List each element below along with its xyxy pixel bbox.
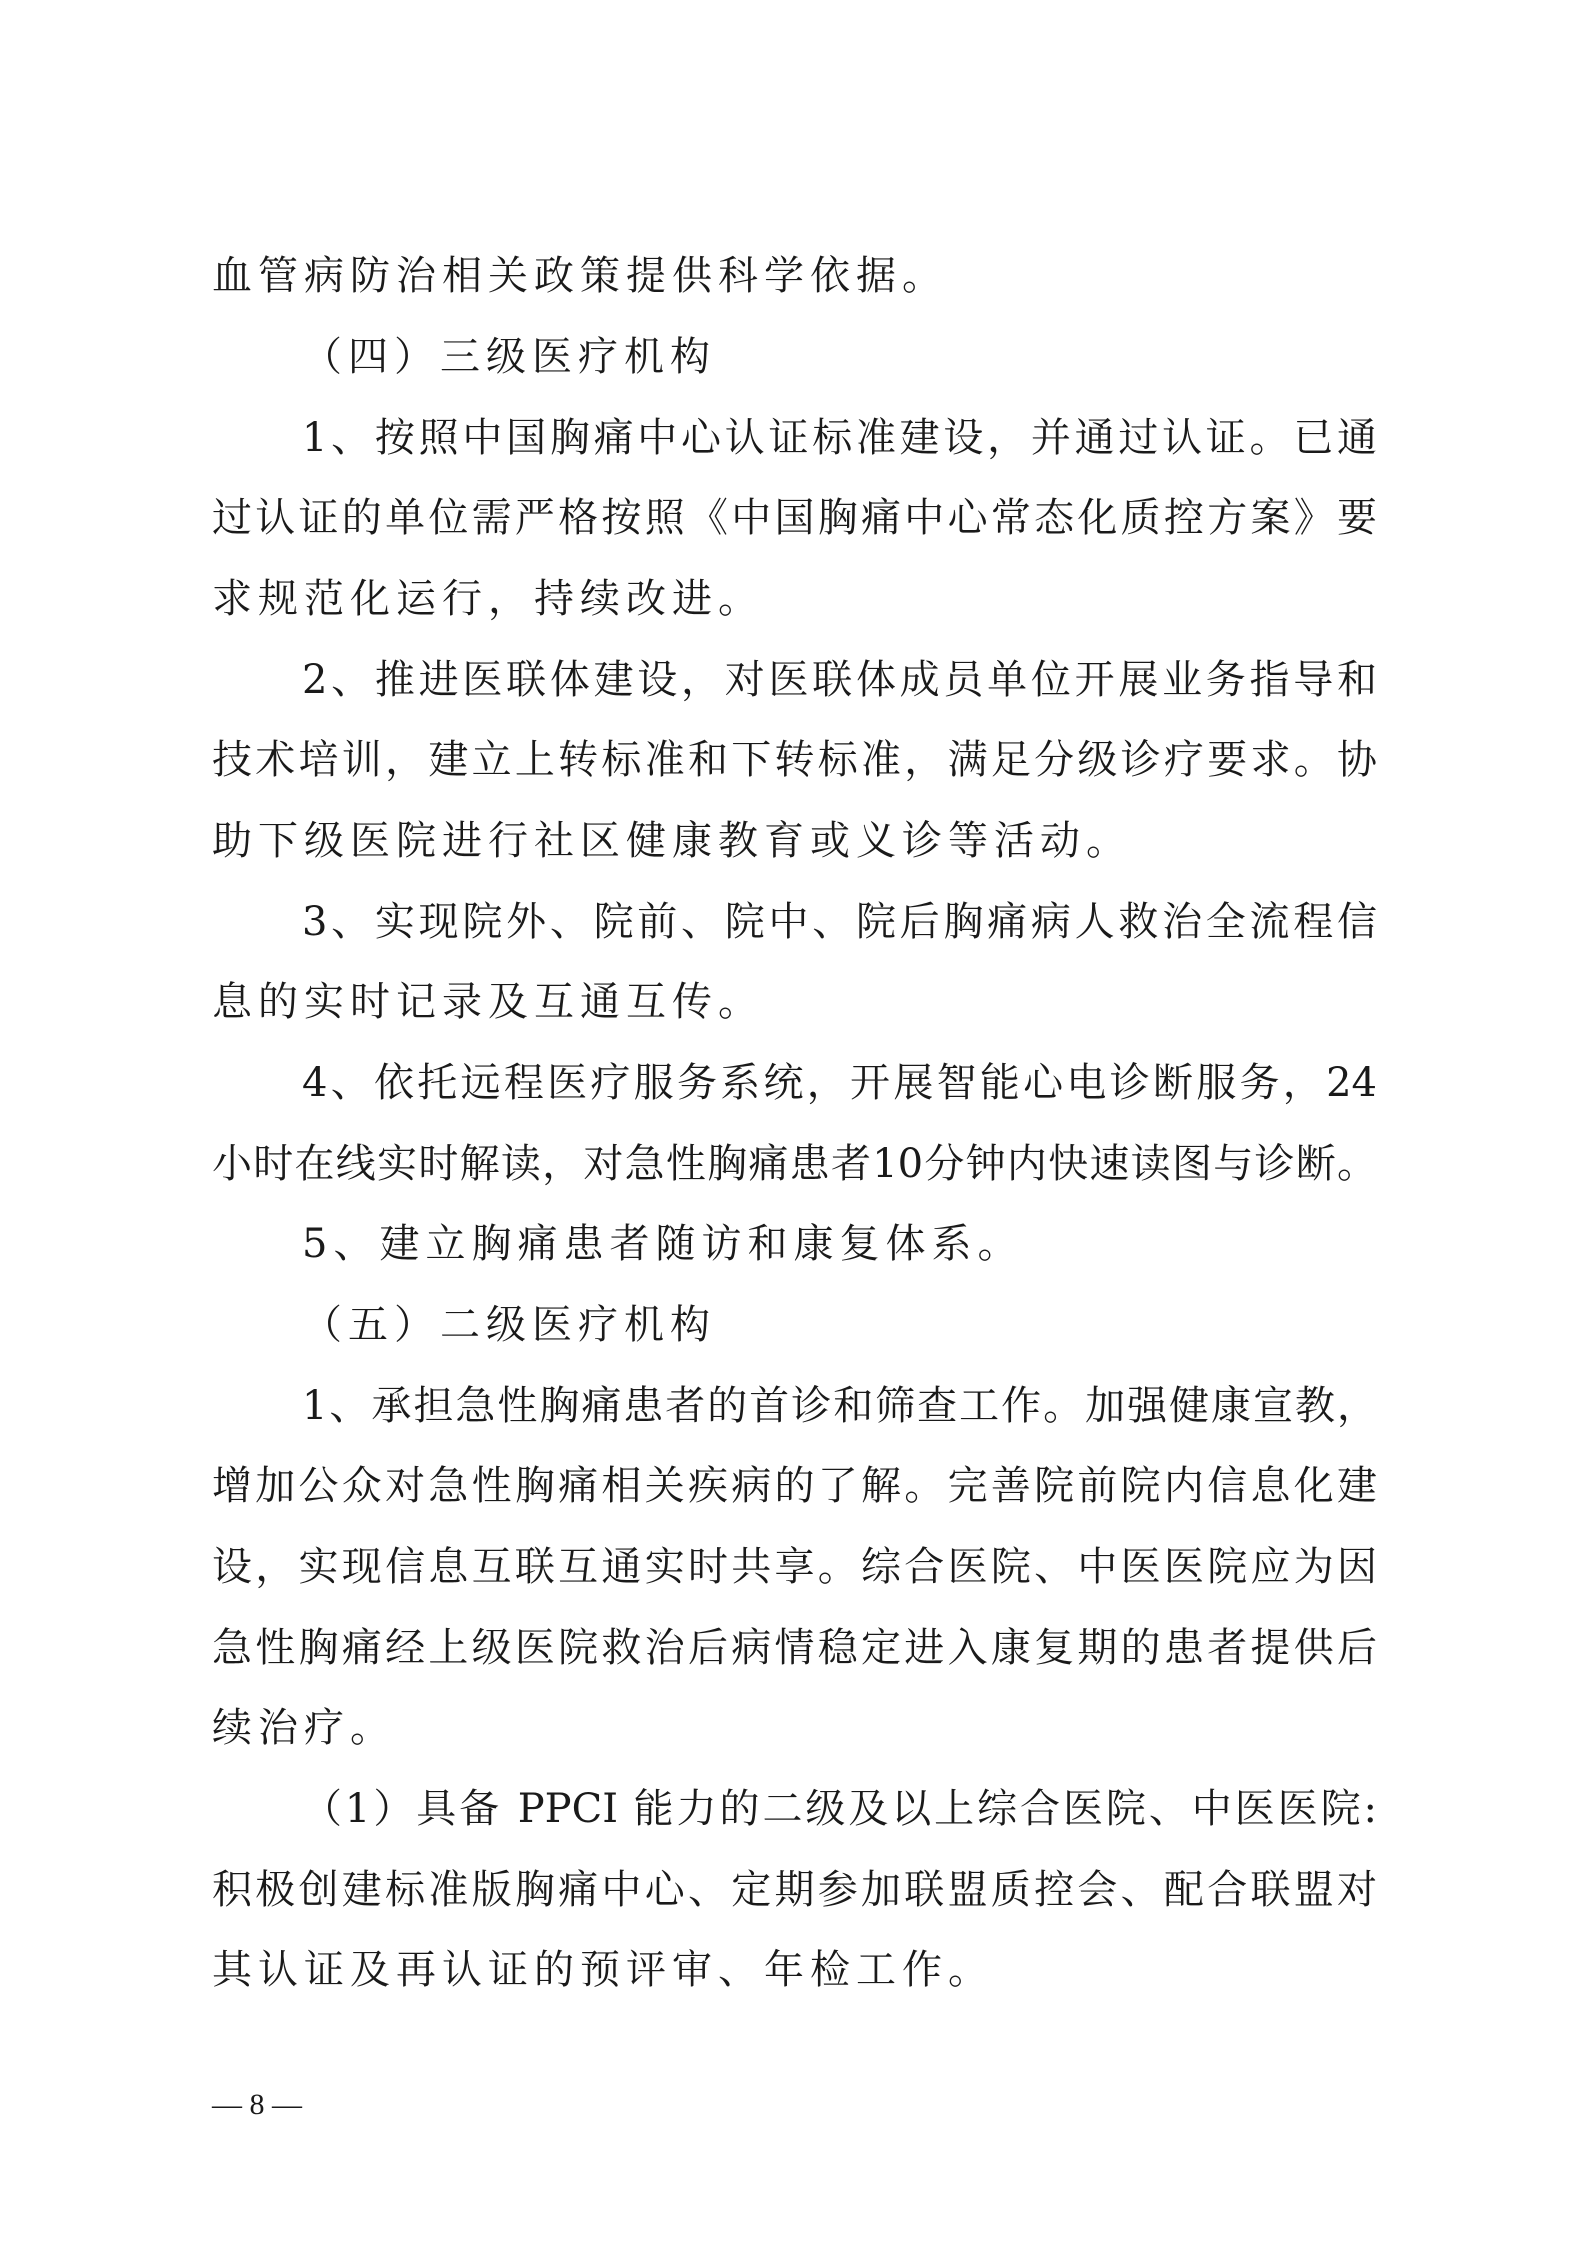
paragraph-line: 急性胸痛经上级医院救治后病情稳定进入康复期的患者提供后 bbox=[212, 1625, 1377, 1671]
section-heading: （五）二级医疗机构 bbox=[302, 1302, 716, 1348]
paragraph-line: 5、建立胸痛患者随访和康复体系。 bbox=[302, 1221, 1024, 1267]
paragraph-line: 息的实时记录及互通互传。 bbox=[212, 979, 764, 1025]
paragraph-line: 增加公众对急性胸痛相关疾病的了解。完善院前院内信息化建 bbox=[212, 1463, 1377, 1509]
paragraph-line: 小时在线实时解读，对急性胸痛患者10分钟内快速读图与诊断。 bbox=[212, 1141, 1377, 1187]
paragraph-line: 1、承担急性胸痛患者的首诊和筛查工作。加强健康宣教， bbox=[302, 1383, 1377, 1429]
paragraph-line: 1、按照中国胸痛中心认证标准建设，并通过认证。已通 bbox=[302, 415, 1377, 461]
paragraph-line: 其认证及再认证的预评审、年检工作。 bbox=[212, 1947, 994, 1993]
paragraph-line: 设，实现信息互联互通实时共享。综合医院、中医医院应为因 bbox=[212, 1544, 1377, 1590]
paragraph-line: 3、实现院外、院前、院中、院后胸痛病人救治全流程信 bbox=[302, 899, 1377, 945]
page-number: — 8 — bbox=[212, 2088, 302, 2121]
paragraph-line: 2、推进医联体建设，对医联体成员单位开展业务指导和 bbox=[302, 657, 1377, 703]
section-heading: （四）三级医疗机构 bbox=[302, 334, 716, 380]
paragraph-line: 过认证的单位需严格按照《中国胸痛中心常态化质控方案》要 bbox=[212, 495, 1377, 541]
paragraph-line: 血管病防治相关政策提供科学依据。 bbox=[212, 253, 948, 299]
paragraph-line: 续治疗。 bbox=[212, 1705, 396, 1751]
paragraph-line: 积极创建标准版胸痛中心、定期参加联盟质控会、配合联盟对 bbox=[212, 1867, 1377, 1913]
paragraph-line: 求规范化运行，持续改进。 bbox=[212, 576, 764, 622]
paragraph-line: 助下级医院进行社区健康教育或义诊等活动。 bbox=[212, 818, 1132, 864]
paragraph-line: 4、依托远程医疗服务系统，开展智能心电诊断服务，24 bbox=[302, 1060, 1377, 1106]
paragraph-line: （1）具备 PPCI 能力的二级及以上综合医院、中医医院: bbox=[302, 1786, 1377, 1832]
paragraph-line: 技术培训，建立上转标准和下转标准，满足分级诊疗要求。协 bbox=[212, 737, 1377, 783]
